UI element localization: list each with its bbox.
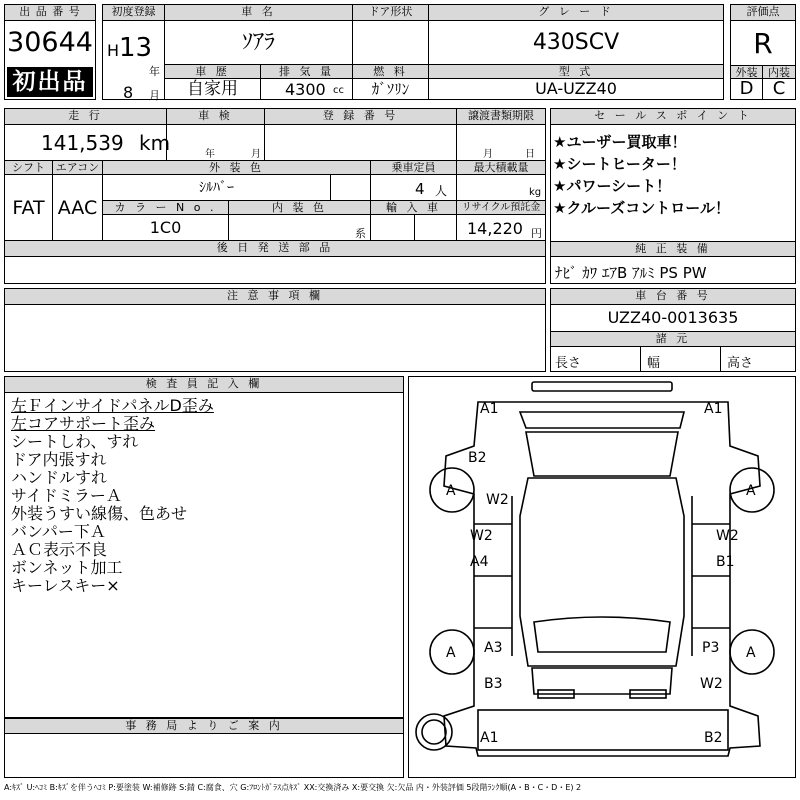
equip-label: 純 正 装 備	[551, 241, 795, 257]
model-label: 型 式	[429, 65, 723, 79]
month-unit: 月	[149, 89, 160, 102]
rear-bumper-main	[478, 710, 728, 750]
reg-value	[265, 125, 457, 161]
inspector-line: キーレスキー×	[11, 576, 120, 595]
shaken-year: 年	[205, 149, 215, 160]
mileage-value: 141,539	[41, 131, 124, 155]
year-unit: 年	[149, 65, 160, 78]
info-table	[4, 108, 546, 284]
height-label: 高さ	[727, 356, 754, 371]
fuel-value: ｶﾞｿﾘﾝ	[353, 79, 429, 99]
inspector-block	[4, 376, 404, 718]
score-block	[730, 4, 796, 100]
intcolor-unit: 系	[355, 227, 366, 240]
sales-block	[550, 108, 796, 284]
intcolor-label: 内 装 色	[229, 201, 371, 215]
ac-label: エアコン	[53, 161, 103, 175]
tire-mark: A	[746, 483, 756, 499]
mileage-unit: km	[139, 131, 171, 155]
reg-label: 登 録 番 号	[265, 109, 457, 125]
spare-tire-inner	[422, 720, 446, 744]
damage-mark: B1	[716, 554, 735, 570]
later-value	[5, 257, 545, 283]
score-value: R	[753, 27, 773, 60]
ext-value: D	[731, 79, 763, 99]
colorno-label: カ ラ ー N o .	[103, 201, 229, 215]
shaken-label: 車 検	[167, 109, 265, 125]
color-value: ｼﾙﾊﾞｰ	[103, 175, 331, 201]
seats-label: 乗車定員	[371, 161, 457, 175]
color-label: 外 装 色	[103, 161, 371, 175]
damage-mark: W2	[700, 676, 723, 692]
lot-number: 30644	[7, 27, 93, 58]
tire-mark: A	[746, 645, 756, 661]
lot-block	[4, 4, 96, 100]
int-value: C	[772, 79, 786, 99]
tire-mark: A	[446, 483, 456, 499]
office-label: 事 務 局 よ り ご 案 内	[5, 718, 403, 734]
grade-label: グ レ ー ド	[429, 5, 723, 21]
disp-label: 排 気 量	[261, 65, 353, 79]
later-label: 後 日 発 送 部 品	[5, 241, 545, 257]
car-diagram	[408, 376, 796, 778]
seats-unit: 人	[435, 184, 448, 198]
caution-label: 注 意 事 項 欄	[5, 289, 545, 305]
grade-value: 430SCV	[429, 21, 723, 65]
inspector-line: 外装うすい線傷、色あせ	[11, 504, 188, 523]
fuel-label: 燃 料	[353, 65, 429, 79]
damage-mark: A1	[480, 401, 499, 417]
damage-mark: W2	[716, 528, 739, 544]
model-value: UA-UZZ40	[535, 79, 617, 98]
length-label: 長さ	[555, 356, 582, 371]
caution-block	[4, 288, 546, 372]
sales-point: ★シートヒーター！	[553, 155, 686, 173]
header-table	[102, 4, 724, 100]
office-block	[4, 718, 404, 778]
legend: A:ｷｽﾞ U:ﾍｺﾐ B:ｷｽﾞを伴うﾍｺﾐ P:要塗装 W:補修跡 S:錆 C:腐食、穴 G:ﾌﾛﾝﾄｶﾞﾗｽ点ｷｽﾞ XX:交換済み X:要交換 欠:欠品 内・外装評価 5段階ﾗﾝｸ順(A・B・C・D・E) 2	[4, 783, 582, 792]
dims-label: 諸 元	[551, 331, 795, 347]
front-bumper	[532, 382, 672, 391]
load-unit: kg	[529, 187, 542, 198]
recycle-label: リサイクル預託金	[457, 201, 545, 215]
damage-mark: A1	[704, 401, 723, 417]
color-extra	[331, 175, 371, 201]
history-value: 自家用	[165, 79, 261, 99]
inspector-line: シートしわ、すれ	[11, 432, 139, 451]
damage-mark: B3	[484, 676, 503, 692]
load-label: 最大積載量	[457, 161, 545, 175]
inspector-line: サイドミラーＡ	[11, 486, 122, 505]
mileage-label: 走 行	[5, 109, 167, 125]
inspector-line: ハンドルすれ	[11, 468, 108, 487]
doc-month: 月	[483, 149, 493, 160]
damage-mark: A4	[470, 554, 489, 570]
inspector-line: ボンネット加工	[11, 558, 123, 577]
recycle-unit: 円	[531, 227, 542, 240]
inspector-line: ドア内張すれ	[11, 450, 107, 469]
disp-unit: cc	[333, 85, 344, 96]
sales-point: ★パワーシート！	[553, 177, 672, 195]
inspector-notes	[11, 397, 401, 617]
sales-point: ★クルーズコントロール！	[553, 199, 730, 217]
rear-window	[534, 617, 670, 652]
shift-value: FAT	[5, 175, 53, 241]
first-reg-label: 初度登録	[103, 5, 165, 21]
reg-month: 8	[123, 83, 134, 102]
import-cell-2	[415, 215, 457, 241]
sales-label: セ ー ル ス ポ イ ン ト	[551, 109, 795, 125]
ac-value: AAC	[53, 175, 103, 241]
shaken-month: 月	[251, 149, 261, 160]
door-value	[353, 21, 429, 65]
inspector-label: 検 査 員 記 入 欄	[5, 377, 403, 393]
windshield	[526, 432, 678, 476]
damage-mark: B2	[704, 730, 723, 746]
car-name: ｿｱﾗ	[165, 21, 353, 65]
intcolor-cell	[229, 215, 371, 241]
inspector-line: バンパー下Ａ	[11, 522, 106, 541]
door-label: ドア形状	[353, 5, 429, 21]
body-outline	[444, 402, 760, 756]
import-label: 輸 入 車	[371, 201, 457, 215]
chassis-value: UZZ40-0013635	[607, 308, 739, 327]
equip-value: ﾅﾋﾞ ｶﾜ ｴｱB ｱﾙﾐ PS PW	[555, 264, 707, 282]
damage-mark: W2	[486, 492, 509, 508]
doc-label: 譲渡書類期限	[457, 109, 545, 125]
first-listing-badge: 初出品	[7, 67, 93, 97]
ext-label: 外装	[731, 65, 763, 79]
damage-mark: W2	[470, 528, 493, 544]
damage-mark: A3	[484, 640, 503, 656]
history-label: 車 歴	[165, 65, 261, 79]
lot-label: 出 品 番 号	[5, 5, 95, 21]
reg-year: 13	[119, 33, 153, 63]
tire-mark: A	[446, 645, 456, 661]
cabin-outline	[520, 478, 684, 666]
damage-mark: B2	[468, 450, 487, 466]
doc-day: 日	[525, 149, 535, 160]
inspector-line: 左コアサポート歪み	[11, 414, 156, 433]
name-label: 車 名	[165, 5, 353, 21]
int-label: 内装	[763, 65, 795, 79]
colorno-value: 1C0	[103, 215, 229, 241]
inspector-line: 左ＦインサイドパネルD歪み	[11, 397, 214, 415]
sales-point: ★ユーザー買取車！	[553, 133, 687, 151]
era: H	[107, 41, 120, 60]
damage-mark: A1	[480, 730, 499, 746]
recycle-value: 14,220	[467, 219, 523, 238]
disp-value: 4300	[285, 80, 326, 99]
hood	[520, 412, 684, 428]
width-label: 幅	[647, 356, 661, 371]
inspector-line: ＡＣ表示不良	[11, 540, 108, 559]
shift-label: シフト	[5, 161, 53, 175]
damage-mark: P3	[702, 640, 720, 656]
chassis-block	[550, 288, 796, 372]
score-label: 評価点	[731, 5, 795, 21]
import-cell-1	[371, 215, 415, 241]
seats-value: 4	[415, 180, 425, 198]
chassis-label: 車 台 番 号	[551, 289, 795, 305]
